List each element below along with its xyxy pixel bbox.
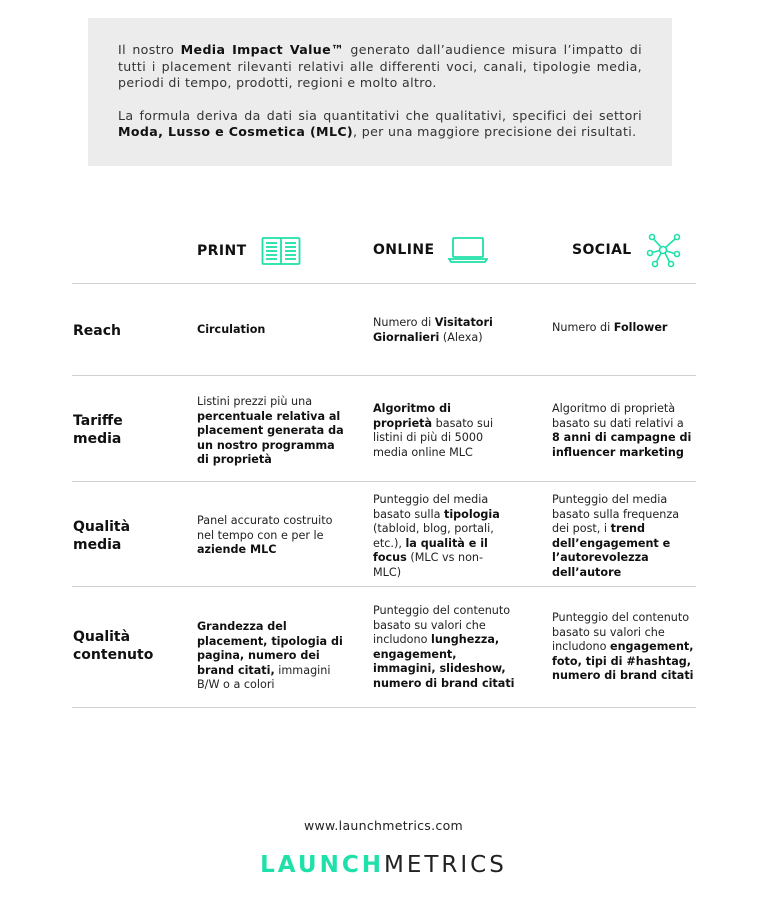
footer-url-link[interactable]: www.launchmetrics.com [303, 818, 463, 833]
cell-qualita-contenuto-online: Punteggio del contenuto basato su valori che includono lunghezza, engagement, immagini, slideshow, numero di brand citati [373, 604, 515, 690]
table-divider [72, 586, 696, 587]
laptop-icon [448, 236, 488, 264]
column-header-online [373, 236, 488, 264]
column-header-print [197, 236, 301, 266]
intro-paragraph-2: La formula deriva da dati sia quantitativi che qualitativi, specifici dei settori Moda, Lusso e Cosmetica (MLC), per una maggiore precisione dei risultati. [118, 107, 642, 140]
network-icon [646, 232, 682, 268]
intro-box [88, 18, 672, 166]
cell-qualita-contenuto-print: Grandezza del placement, tipologia di pagina, numero dei brand citati, immagini B/W o a colori [197, 620, 343, 692]
cell-tariffe-online: Algoritmo di proprietà basato sui listini di più di 5000 media online MLC [373, 402, 494, 459]
column-title-social: SOCIAL [572, 242, 632, 258]
row-label-reach: Reach [73, 323, 121, 339]
column-title-print: PRINT [197, 243, 247, 259]
row-label-tariffe-media: Tariffe media [73, 413, 123, 447]
intro-paragraph-1: Il nostro Media Impact Value™ generato dall’audience misura l’impatto di tutti i placement rilevanti relativi alle differenti voci, canali, tipologie media, periodi di tempo, prodotti, regioni e molto altro. [118, 42, 642, 91]
column-title-online: ONLINE [373, 242, 435, 258]
row-label-qualita-media: Qualità media [73, 519, 131, 553]
cell-qualita-media-print: Panel accurato costruito nel tempo con e per le aziende MLC [197, 514, 333, 557]
launchmetrics-logo: LAUNCHMETRICS [260, 852, 507, 878]
column-header-social [572, 232, 682, 268]
table-divider [72, 283, 696, 284]
table-divider [72, 375, 696, 376]
cell-qualita-media-online: Punteggio del media basato sulla tipologia (tabloid, blog, portali, etc.), la qualità e il focus (MLC vs non-MLC) [373, 493, 500, 579]
cell-reach-social: Numero di Follower [552, 321, 668, 334]
cell-tariffe-print: Listini prezzi più una percentuale relativa al placement generata da un nostro programma di proprietà [197, 395, 344, 467]
table-divider [72, 481, 696, 482]
cell-reach-print: Circulation [197, 323, 266, 336]
cell-reach-online: Numero di Visitatori Giornalieri (Alexa) [373, 316, 493, 344]
table-divider [72, 707, 696, 708]
row-label-qualita-contenuto: Qualità contenuto [73, 629, 154, 663]
cell-qualita-contenuto-social: Punteggio del contenuto basato su valori che includono engagement, foto, tipi di #hashtag, numero di brand citati [552, 611, 694, 683]
cell-tariffe-social: Algoritmo di proprietà basato su dati relativi a 8 anni di campagne di influencer marketing [552, 402, 692, 459]
open-book-icon [261, 236, 301, 266]
cell-qualita-media-social: Punteggio del media basato sulla frequenza dei post, i trend dell’engagement e l’autorevolezza dell’autore [552, 493, 680, 579]
